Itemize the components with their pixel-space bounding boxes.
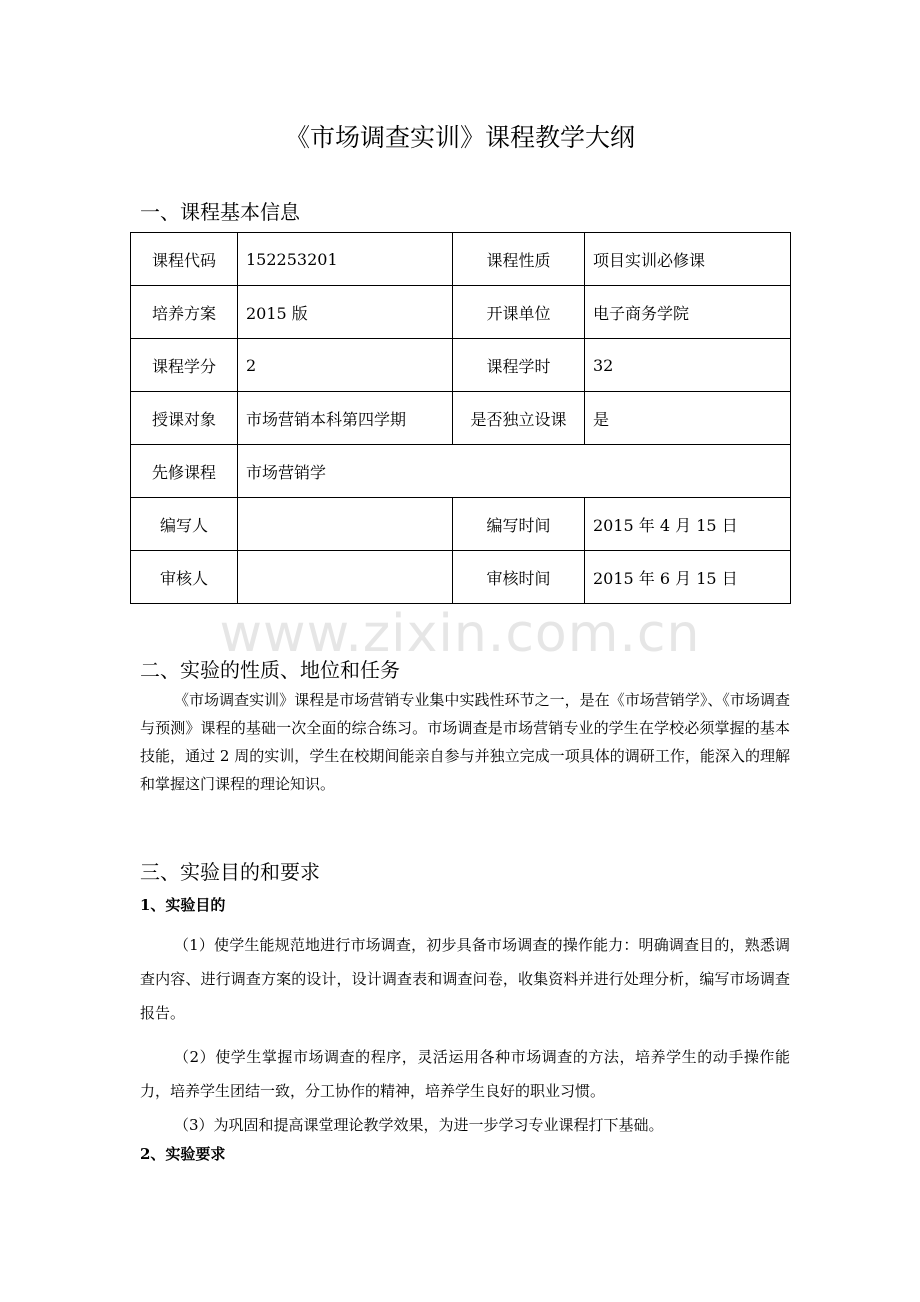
value-written-date: 2015 年 4 月 15 日 bbox=[585, 498, 791, 551]
section-heading-nature: 二、实验的性质、地位和任务 bbox=[140, 658, 400, 682]
paragraph-objective-3: （3）为巩固和提高课堂理论教学效果，为进一步学习专业课程打下基础。 bbox=[174, 1116, 664, 1134]
table-row bbox=[131, 498, 791, 551]
value-hours: 32 bbox=[585, 339, 791, 392]
label-audience: 授课对象 bbox=[131, 392, 238, 445]
value-credits: 2 bbox=[238, 339, 453, 392]
paragraph-nature: 《市场调查实训》课程是市场营销专业集中实践性环节之一，是在《市场营销学》、《市场调查与预测》课程的基础一次全面的综合练习。市场调查是市场营销专业的学生在学校必须掌握的基本技能，通过 2 周的实训，学生在校期间能亲自参与并独立完成一项具体的调研工作，能深入的理解和掌握这门课程的理论知识。 bbox=[140, 691, 790, 793]
table-row bbox=[131, 233, 791, 286]
label-course-nature: 课程性质 bbox=[453, 233, 585, 286]
course-info-table bbox=[130, 232, 791, 604]
document-title: 《市场调查实训》课程教学大纲 bbox=[284, 123, 635, 152]
value-prerequisite: 市场营销学 bbox=[238, 445, 791, 498]
subheading-objectives: 1、实验目的 bbox=[140, 896, 226, 914]
value-reviewer bbox=[238, 551, 453, 604]
value-offering-unit: 电子商务学院 bbox=[585, 286, 791, 339]
value-independent-course: 是 bbox=[585, 392, 791, 445]
table-row bbox=[131, 286, 791, 339]
label-review-date: 审核时间 bbox=[453, 551, 585, 604]
section-heading-objectives: 三、实验目的和要求 bbox=[140, 860, 320, 884]
subheading-requirements: 2、实验要求 bbox=[140, 1145, 226, 1163]
paragraph-objective-1: （1）使学生能规范地进行市场调查，初步具备市场调查的操作能力：明确调查目的，熟悉调查内容、进行调查方案的设计，设计调查表和调查问卷，收集资料并进行处理分析，编写市场调查报告。 bbox=[140, 936, 790, 1022]
value-course-code: 152253201 bbox=[238, 233, 453, 286]
table-row bbox=[131, 392, 791, 445]
value-author bbox=[238, 498, 453, 551]
value-course-nature: 项目实训必修课 bbox=[585, 233, 791, 286]
table-row bbox=[131, 551, 791, 604]
label-prerequisite: 先修课程 bbox=[131, 445, 238, 498]
watermark-text: www.zixin.com.cn bbox=[219, 604, 701, 664]
paragraph-objective-2: （2）使学生掌握市场调查的程序，灵活运用各种市场调查的方法，培养学生的动手操作能力，培养学生团结一致，分工协作的精神，培养学生良好的职业习惯。 bbox=[140, 1048, 790, 1100]
value-audience: 市场营销本科第四学期 bbox=[238, 392, 453, 445]
label-hours: 课程学时 bbox=[453, 339, 585, 392]
table-row bbox=[131, 339, 791, 392]
value-training-plan: 2015 版 bbox=[238, 286, 453, 339]
label-course-code: 课程代码 bbox=[131, 233, 238, 286]
label-reviewer: 审核人 bbox=[131, 551, 238, 604]
label-training-plan: 培养方案 bbox=[131, 286, 238, 339]
section-heading-basic-info: 一、课程基本信息 bbox=[140, 200, 300, 224]
label-credits: 课程学分 bbox=[131, 339, 238, 392]
label-written-date: 编写时间 bbox=[453, 498, 585, 551]
value-review-date: 2015 年 6 月 15 日 bbox=[585, 551, 791, 604]
label-offering-unit: 开课单位 bbox=[453, 286, 585, 339]
label-independent-course: 是否独立设课 bbox=[453, 392, 585, 445]
table-row bbox=[131, 445, 791, 498]
label-author: 编写人 bbox=[131, 498, 238, 551]
